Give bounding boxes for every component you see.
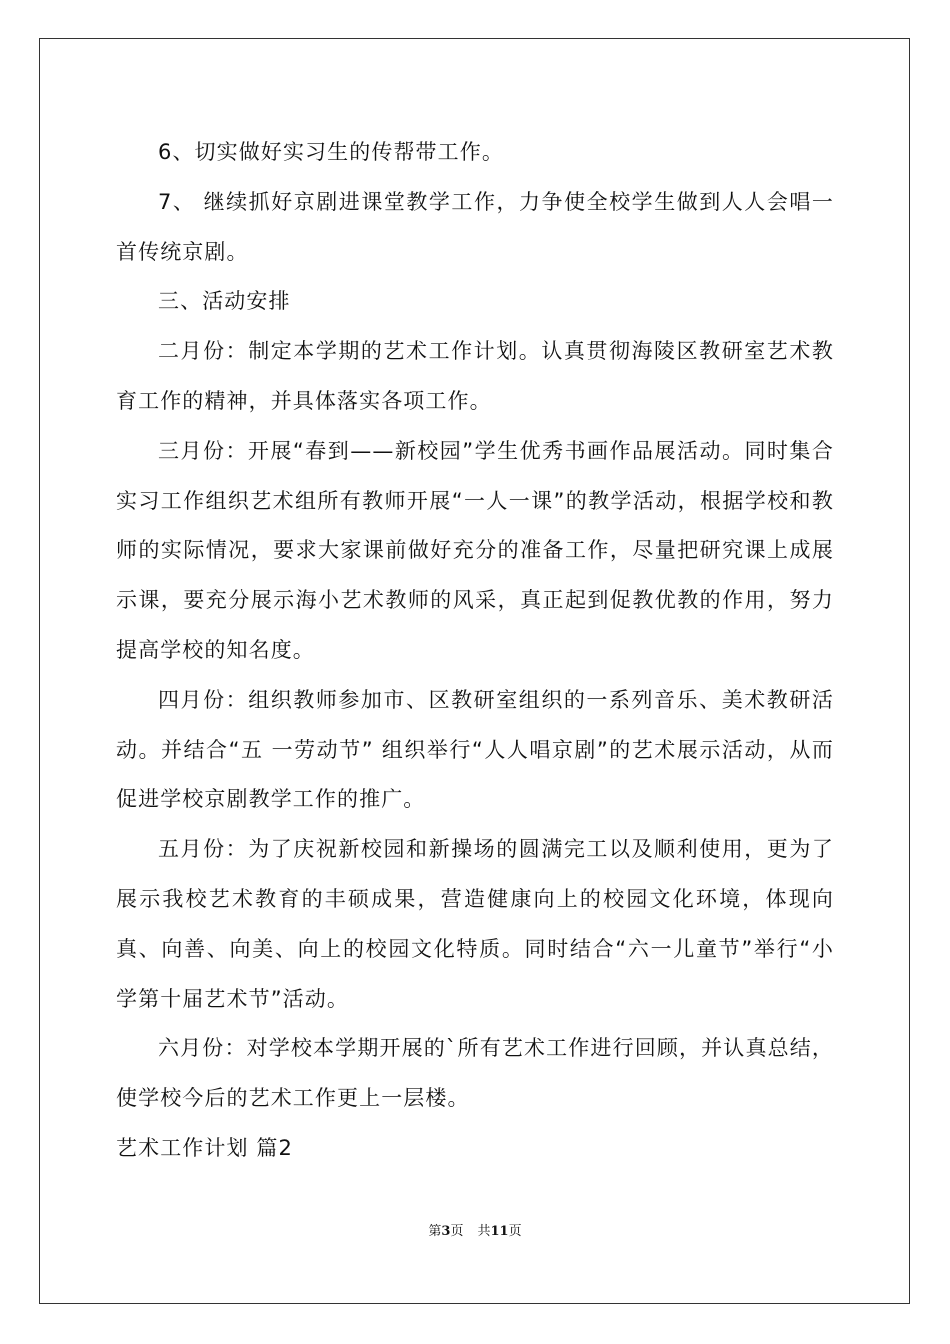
footer-page-number: 3 [441, 1224, 451, 1239]
document-body [116, 128, 834, 1174]
paragraph-item-7: 7、 继续抓好京剧进课堂教学工作，力争使全校学生做到人人会唱一首传统京剧。 [116, 189, 834, 264]
footer-total-pages: 11 [490, 1224, 509, 1239]
paragraph-april: 四月份：组织教师参加市、区教研室组织的一系列音乐、美术教研活动。并结合“五 一劳动节” 组织举行“人人唱京剧”的艺术展示活动，从而促进学校京剧教学工作的推广。 [116, 687, 834, 812]
paragraph-june: 六月份：对学校本学期开展的`所有艺术工作进行回顾，并认真总结，使学校今后的艺术工作更上一层楼。 [116, 1036, 834, 1111]
footer-total-prefix: 共 [477, 1224, 491, 1239]
paragraph-item-6: 6、切实做好实习生的传帮带工作。 [158, 140, 504, 164]
page-footer [0, 1220, 950, 1239]
paragraph-may: 五月份：为了庆祝新校园和新操场的圆满完工以及顺利使用，更为了展示我校艺术教育的丰硕成果，营造健康向上的校园文化环境，体现向真、向善、向美、向上的校园文化特质。同时结合“六一儿童节”举行“小学第十届艺术节”活动。 [116, 837, 834, 1011]
section-heading-activities: 三、活动安排 [158, 289, 291, 314]
footer-page-prefix: 第 [428, 1224, 442, 1239]
paragraph-february: 二月份：制定本学期的艺术工作计划。认真贯彻海陵区教研室艺术教育工作的精神，并具体落实各项工作。 [116, 339, 834, 413]
footer-page-suffix: 页 [450, 1224, 464, 1239]
footer-total-suffix: 页 [508, 1224, 522, 1239]
paragraph-march: 三月份：开展“春到——新校园”学生优秀书画作品展活动。同时集合实习工作组织艺术组所有教师开展“一人一课”的教学活动，根据学校和教师的实际情况，要求大家课前做好充分的准备工作，尽量把研究课上成展示课，要充分展示海小艺术教师的风采，真正起到促教优教的作用，努力提高学校的知名度。 [116, 438, 834, 662]
section-title-plan-2: 艺术工作计划 篇2 [116, 1135, 293, 1160]
